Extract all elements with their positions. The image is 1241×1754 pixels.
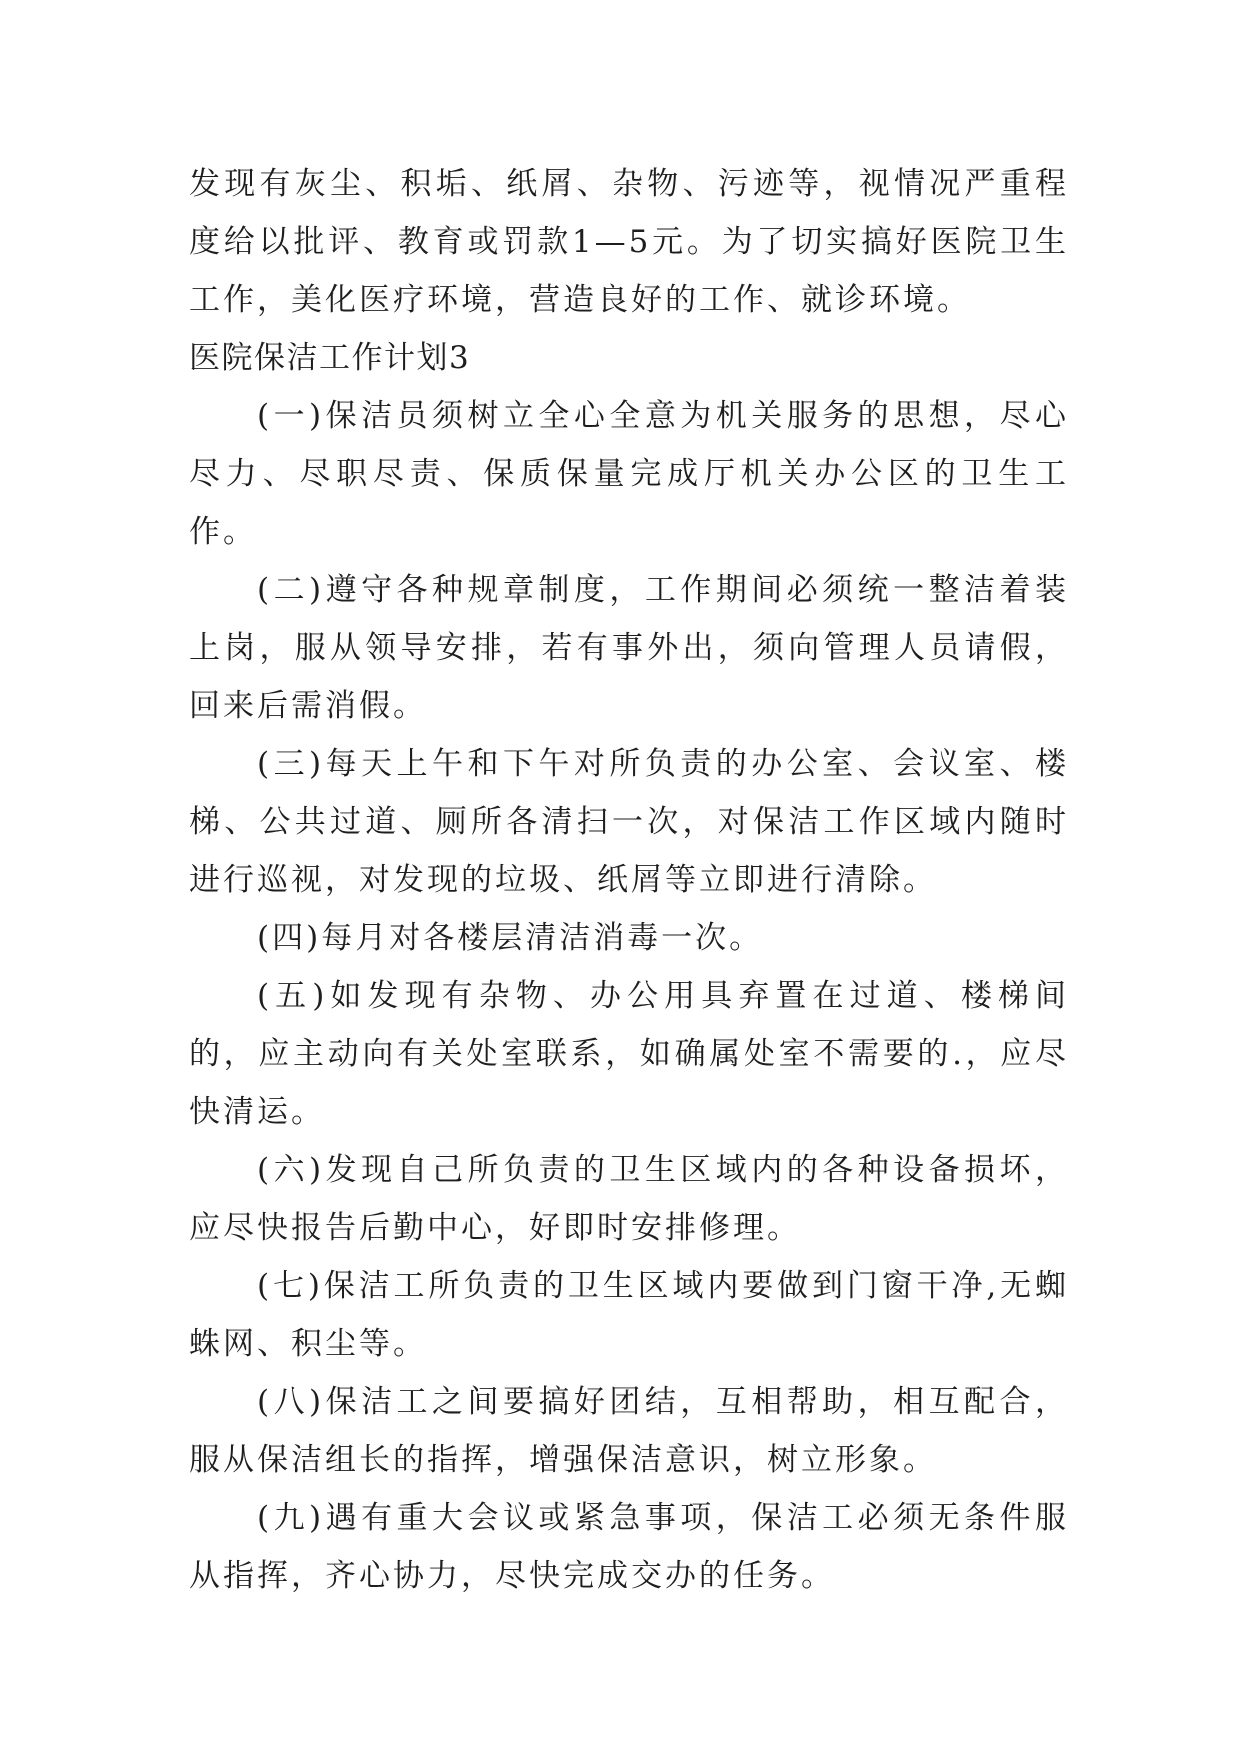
list-item-7: (七)保洁工所负责的卫生区域内要做到门窗干净,无蜘蛛网、积尘等。 [189, 1268, 1069, 1362]
intro-paragraph: 发现有灰尘、积垢、纸屑、杂物、污迹等，视情况严重程度给以批评、教育或罚款1—5元。为了切实搞好医院卫生工作，美化医疗环境，营造良好的工作、就诊环境。 [189, 166, 1069, 318]
list-item-3: (三)每天上午和下午对所负责的办公室、会议室、楼梯、公共过道、厕所各清扫一次，对保洁工作区域内随时进行巡视，对发现的垃圾、纸屑等立即进行清除。 [189, 746, 1069, 898]
list-item-1: (一)保洁员须树立全心全意为机关服务的思想，尽心尽力、尽职尽责、保质保量完成厅机关办公区的卫生工作。 [189, 398, 1069, 550]
section-title: 医院保洁工作计划3 [189, 340, 471, 376]
list-item-8: (八)保洁工之间要搞好团结，互相帮助，相互配合，服从保洁组长的指挥，增强保洁意识，树立形象。 [189, 1384, 1069, 1478]
list-item-6: (六)发现自己所负责的卫生区域内的各种设备损坏，应尽快报告后勤中心，好即时安排修理。 [189, 1152, 1069, 1246]
list-item-2: (二)遵守各种规章制度，工作期间必须统一整洁着装上岗，服从领导安排，若有事外出，须向管理人员请假，回来后需消假。 [189, 572, 1069, 724]
list-item-4: (四)每月对各楼层清洁消毒一次。 [257, 920, 764, 956]
list-item-5: (五)如发现有杂物、办公用具弃置在过道、楼梯间的，应主动向有关处室联系，如确属处室不需要的.，应尽快清运。 [189, 978, 1069, 1130]
document-body [189, 155, 1069, 1605]
list-item-9: (九)遇有重大会议或紧急事项，保洁工必须无条件服从指挥，齐心协力，尽快完成交办的任务。 [189, 1500, 1069, 1594]
